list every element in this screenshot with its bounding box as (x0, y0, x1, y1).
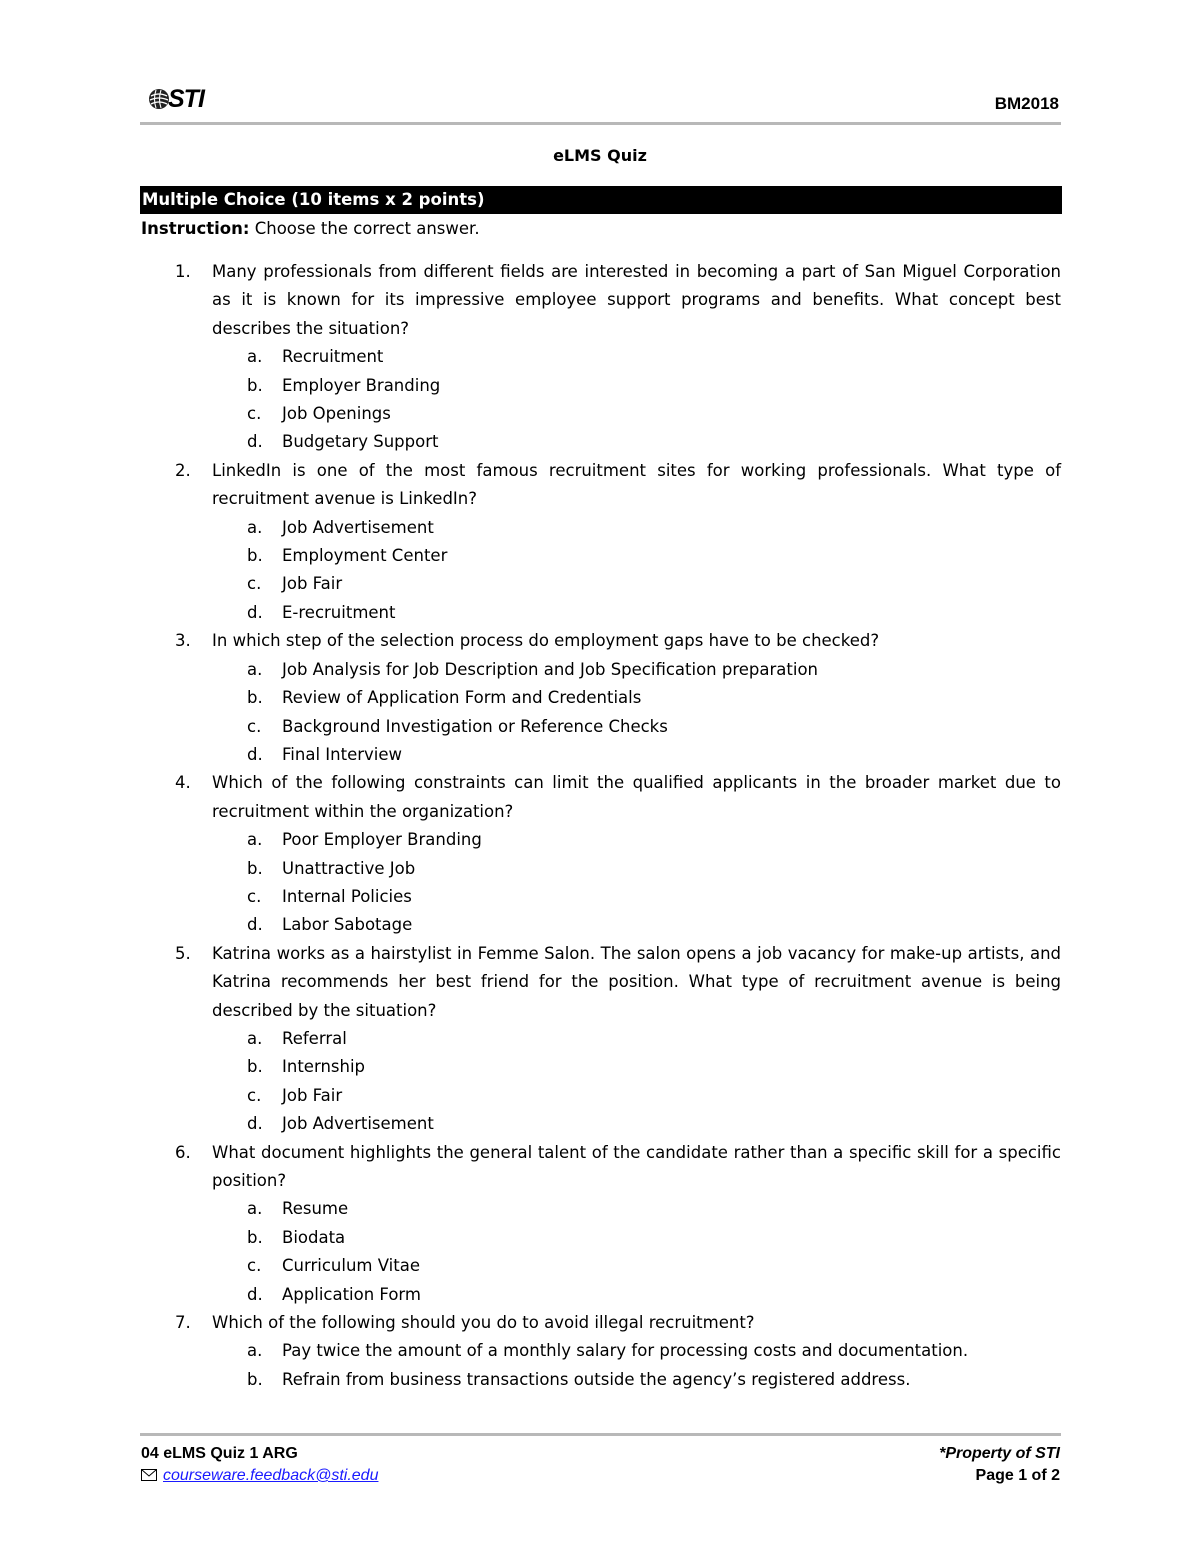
option-letter: a. (247, 1341, 263, 1361)
answer-option (140, 741, 1061, 769)
option-text: Job Fair (282, 574, 343, 594)
question-text: Many professionals from different fields are interested in becoming a part of San Miguel Corporation as it is known for its impressive employee support programs and benefits. What concept best describes the situation? (212, 262, 1061, 338)
answer-option (140, 428, 1061, 456)
option-text: Curriculum Vitae (282, 1256, 420, 1276)
option-letter: c. (247, 1256, 262, 1276)
option-text: Internship (282, 1057, 366, 1077)
option-letter: b. (247, 688, 263, 708)
question-number: 5. (175, 943, 191, 963)
option-text: Job Analysis for Job Description and Job Specification preparation (282, 659, 819, 679)
question-item (140, 258, 1061, 343)
option-text: Employment Center (282, 546, 448, 566)
option-letter: b. (247, 1369, 263, 1389)
option-text: Employer Branding (282, 375, 441, 395)
answer-option (140, 343, 1061, 371)
answer-option (140, 1110, 1061, 1138)
feedback-email-link[interactable]: courseware.feedback@sti.edu (163, 1467, 379, 1484)
question-text: Which of the following constraints can limit the qualified applicants in the broader market due to recruitment within the organization? (212, 773, 1061, 821)
question-text: What document highlights the general talent of the candidate rather than a specific skill for a specific position? (212, 1142, 1061, 1190)
option-letter: d. (247, 744, 263, 764)
question-text: LinkedIn is one of the most famous recruitment sites for working professionals. What type of recruitment avenue is LinkedIn? (212, 460, 1061, 509)
page-number: Page 1 of 2 (975, 1467, 1060, 1484)
option-letter: b. (247, 375, 263, 395)
footer-right (939, 1443, 1060, 1487)
answer-option (140, 1366, 1061, 1394)
answer-option (140, 826, 1061, 854)
option-letter: d. (247, 915, 263, 935)
option-letter: a. (247, 517, 263, 537)
question-item (140, 1139, 1061, 1196)
question-item (140, 457, 1061, 514)
section-heading: Multiple Choice (10 items x 2 points) (140, 186, 1062, 214)
option-text: Recruitment (282, 347, 384, 367)
option-text: Resume (282, 1199, 349, 1219)
option-letter: d. (247, 602, 263, 622)
option-text: Budgetary Support (282, 432, 439, 452)
question-number: 4. (175, 773, 191, 793)
answer-option (140, 1025, 1061, 1053)
question-text: In which step of the selection process do employment gaps have to be checked? (212, 631, 880, 651)
option-text: Labor Sabotage (282, 915, 413, 935)
option-text: Job Advertisement (282, 1114, 434, 1134)
page-header (140, 82, 1061, 122)
option-letter: a. (247, 1028, 263, 1048)
answer-option (140, 542, 1061, 570)
option-text: Refrain from business transactions outside the agency’s registered address. (282, 1369, 911, 1389)
answer-option (140, 1224, 1061, 1252)
question-number: 2. (175, 460, 191, 480)
option-letter: c. (247, 886, 262, 906)
option-letter: a. (247, 830, 263, 850)
option-letter: d. (247, 1284, 263, 1304)
question-text: Katrina works as a hairstylist in Femme Salon. The salon opens a job vacancy for make-up artists, and Katrina recommends her best friend for the position. What type of recruitment avenue is being described by the situation? (212, 943, 1061, 1020)
option-text: Biodata (282, 1227, 346, 1247)
instruction-text: Choose the correct answer. (249, 219, 480, 238)
option-letter: a. (247, 659, 263, 679)
option-text: Final Interview (282, 744, 402, 764)
answer-option (140, 883, 1061, 911)
question-number: 7. (175, 1313, 191, 1333)
option-letter: b. (247, 1227, 263, 1247)
option-text: Application Form (282, 1284, 422, 1304)
option-letter: b. (247, 858, 263, 878)
instruction (141, 219, 480, 238)
question-number: 3. (175, 631, 191, 651)
answer-option (140, 656, 1061, 684)
question-item (140, 627, 1061, 655)
answer-option (140, 713, 1061, 741)
option-text: E-recruitment (282, 602, 396, 622)
answer-option (140, 1082, 1061, 1110)
answer-option (140, 684, 1061, 712)
answer-option (140, 1195, 1061, 1223)
answer-option (140, 1281, 1061, 1309)
footer-doc-title: 04 eLMS Quiz 1 ARG (141, 1445, 298, 1462)
property-notice: *Property of STI (939, 1445, 1060, 1462)
answer-option (140, 1252, 1061, 1280)
option-letter: c. (247, 1085, 262, 1105)
answer-option (140, 400, 1061, 428)
option-letter: a. (247, 347, 263, 367)
option-letter: b. (247, 546, 263, 566)
option-letter: c. (247, 716, 262, 736)
question-list (140, 258, 1061, 1394)
question-number: 6. (175, 1142, 191, 1162)
question-text: Which of the following should you do to avoid illegal recruitment? (212, 1313, 755, 1333)
instruction-label: Instruction: (141, 219, 250, 238)
answer-option (140, 911, 1061, 939)
option-text: Background Investigation or Reference Checks (282, 716, 668, 736)
answer-option (140, 599, 1061, 627)
question-item (140, 1309, 1061, 1337)
option-letter: a. (247, 1199, 263, 1219)
globe-icon (148, 88, 170, 110)
answer-option (140, 372, 1061, 400)
option-text: Job Fair (282, 1085, 343, 1105)
option-text: Unattractive Job (282, 858, 416, 878)
question-item (140, 769, 1061, 826)
page-title: eLMS Quiz (553, 146, 647, 165)
footer-left (141, 1443, 378, 1487)
option-text: Internal Policies (282, 886, 412, 906)
option-text: Review of Application Form and Credentials (282, 688, 642, 708)
sti-logo (148, 84, 204, 114)
option-letter: c. (247, 404, 262, 424)
option-letter: d. (247, 432, 263, 452)
option-text: Job Advertisement (282, 517, 434, 537)
answer-option (140, 1053, 1061, 1081)
option-letter: d. (247, 1114, 263, 1134)
answer-option (140, 570, 1061, 598)
option-text: Job Openings (282, 404, 391, 424)
option-text: Poor Employer Branding (282, 830, 482, 850)
footer-divider (140, 1433, 1061, 1436)
answer-option (140, 1337, 1061, 1365)
question-item (140, 940, 1061, 1025)
answer-option (140, 514, 1061, 542)
header-divider (140, 122, 1061, 125)
option-letter: b. (247, 1057, 263, 1077)
option-text: Pay twice the amount of a monthly salary for processing costs and documentation. (282, 1341, 969, 1361)
answer-option (140, 855, 1061, 883)
logo-text: STI (168, 84, 204, 113)
envelope-icon (141, 1469, 157, 1481)
option-text: Referral (282, 1028, 347, 1048)
question-number: 1. (175, 262, 191, 281)
document-code: BM2018 (994, 94, 1059, 113)
option-letter: c. (247, 574, 262, 594)
